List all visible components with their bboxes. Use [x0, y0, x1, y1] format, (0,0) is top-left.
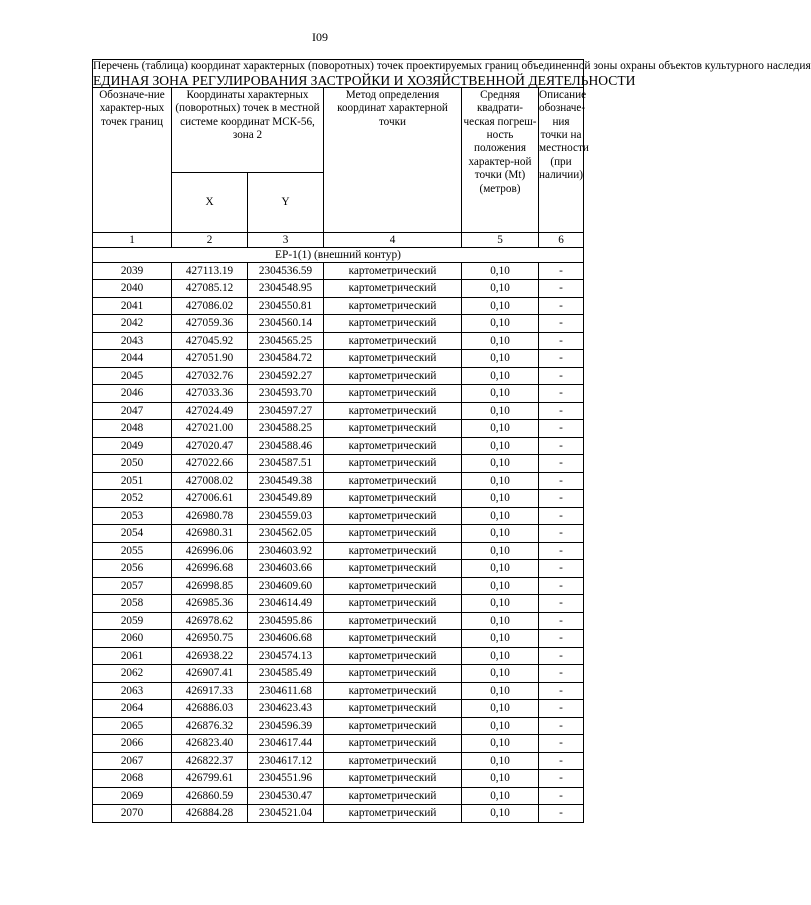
description-cell: -	[539, 717, 584, 735]
method-cell: картометрический	[324, 525, 462, 543]
y-coordinate-cell: 2304614.49	[248, 595, 324, 613]
x-coordinate-cell: 427021.00	[172, 420, 248, 438]
header-row	[93, 87, 584, 172]
x-coordinate-cell: 427006.61	[172, 490, 248, 508]
x-coordinate-cell: 427051.90	[172, 350, 248, 368]
table-row	[93, 262, 584, 280]
error-cell: 0,10	[462, 700, 539, 718]
description-cell: -	[539, 612, 584, 630]
y-coordinate-cell: 2304588.46	[248, 437, 324, 455]
y-coordinate-cell: 2304550.81	[248, 297, 324, 315]
y-coordinate-cell: 2304549.89	[248, 490, 324, 508]
table-row	[93, 665, 584, 683]
description-cell: -	[539, 262, 584, 280]
description-cell: -	[539, 297, 584, 315]
x-coordinate-cell: 426917.33	[172, 682, 248, 700]
method-cell: картометрический	[324, 437, 462, 455]
description-cell: -	[539, 332, 584, 350]
description-cell: -	[539, 770, 584, 788]
point-id-cell: 2051	[93, 472, 172, 490]
x-coordinate-cell: 426860.59	[172, 787, 248, 805]
method-cell: картометрический	[324, 595, 462, 613]
error-cell: 0,10	[462, 805, 539, 823]
description-cell: -	[539, 350, 584, 368]
method-cell: картометрический	[324, 385, 462, 403]
error-cell: 0,10	[462, 560, 539, 578]
section-title: ЕР-1(1) (внешний контур)	[93, 247, 584, 262]
header-method: Метод определения координат характерной точки	[324, 87, 462, 232]
x-coordinate-cell: 427024.49	[172, 402, 248, 420]
y-coordinate-cell: 2304617.44	[248, 735, 324, 753]
table-row	[93, 542, 584, 560]
method-cell: картометрический	[324, 367, 462, 385]
point-id-cell: 2064	[93, 700, 172, 718]
table-row	[93, 770, 584, 788]
point-id-cell: 2045	[93, 367, 172, 385]
table-row	[93, 332, 584, 350]
table-row	[93, 472, 584, 490]
title-row	[93, 60, 584, 88]
method-cell: картометрический	[324, 717, 462, 735]
table-row	[93, 350, 584, 368]
method-cell: картометрический	[324, 472, 462, 490]
point-id-cell: 2067	[93, 752, 172, 770]
y-coordinate-cell: 2304549.38	[248, 472, 324, 490]
method-cell: картометрический	[324, 612, 462, 630]
header-y: Y	[248, 172, 324, 232]
method-cell: картометрический	[324, 735, 462, 753]
y-coordinate-cell: 2304606.68	[248, 630, 324, 648]
method-cell: картометрический	[324, 805, 462, 823]
y-coordinate-cell: 2304551.96	[248, 770, 324, 788]
method-cell: картометрический	[324, 507, 462, 525]
description-cell: -	[539, 630, 584, 648]
method-cell: картометрический	[324, 542, 462, 560]
description-cell: -	[539, 647, 584, 665]
error-cell: 0,10	[462, 682, 539, 700]
y-coordinate-cell: 2304584.72	[248, 350, 324, 368]
y-coordinate-cell: 2304597.27	[248, 402, 324, 420]
x-coordinate-cell: 426980.31	[172, 525, 248, 543]
x-coordinate-cell: 426950.75	[172, 630, 248, 648]
coordinates-table	[92, 59, 811, 823]
header-x: X	[172, 172, 248, 232]
x-coordinate-cell: 426886.03	[172, 700, 248, 718]
point-id-cell: 2047	[93, 402, 172, 420]
description-cell: -	[539, 490, 584, 508]
point-id-cell: 2052	[93, 490, 172, 508]
method-cell: картометрический	[324, 752, 462, 770]
y-coordinate-cell: 2304623.43	[248, 700, 324, 718]
description-cell: -	[539, 700, 584, 718]
method-cell: картометрический	[324, 560, 462, 578]
description-cell: -	[539, 577, 584, 595]
description-cell: -	[539, 805, 584, 823]
error-cell: 0,10	[462, 315, 539, 333]
method-cell: картометрический	[324, 420, 462, 438]
table-row	[93, 717, 584, 735]
point-id-cell: 2063	[93, 682, 172, 700]
method-cell: картометрический	[324, 350, 462, 368]
error-cell: 0,10	[462, 525, 539, 543]
method-cell: картометрический	[324, 630, 462, 648]
y-coordinate-cell: 2304560.14	[248, 315, 324, 333]
point-id-cell: 2059	[93, 612, 172, 630]
point-id-cell: 2070	[93, 805, 172, 823]
y-coordinate-cell: 2304596.39	[248, 717, 324, 735]
error-cell: 0,10	[462, 577, 539, 595]
error-cell: 0,10	[462, 385, 539, 403]
description-cell: -	[539, 560, 584, 578]
error-cell: 0,10	[462, 717, 539, 735]
table-row	[93, 490, 584, 508]
table-row	[93, 402, 584, 420]
y-coordinate-cell: 2304603.92	[248, 542, 324, 560]
point-id-cell: 2069	[93, 787, 172, 805]
error-cell: 0,10	[462, 297, 539, 315]
point-id-cell: 2046	[93, 385, 172, 403]
description-cell: -	[539, 402, 584, 420]
method-cell: картометрический	[324, 577, 462, 595]
point-id-cell: 2048	[93, 420, 172, 438]
table-row	[93, 647, 584, 665]
table-row	[93, 682, 584, 700]
point-id-cell: 2042	[93, 315, 172, 333]
column-numbers-row	[93, 232, 584, 247]
error-cell: 0,10	[462, 770, 539, 788]
y-coordinate-cell: 2304617.12	[248, 752, 324, 770]
y-coordinate-cell: 2304611.68	[248, 682, 324, 700]
y-coordinate-cell: 2304593.70	[248, 385, 324, 403]
x-coordinate-cell: 426884.28	[172, 805, 248, 823]
y-coordinate-cell: 2304588.25	[248, 420, 324, 438]
x-coordinate-cell: 426996.06	[172, 542, 248, 560]
description-cell: -	[539, 280, 584, 298]
point-id-cell: 2050	[93, 455, 172, 473]
column-number: 1	[93, 232, 172, 247]
description-cell: -	[539, 595, 584, 613]
error-cell: 0,10	[462, 420, 539, 438]
point-id-cell: 2056	[93, 560, 172, 578]
method-cell: картометрический	[324, 332, 462, 350]
table-row	[93, 612, 584, 630]
table-title-line1: Перечень (таблица) координат характерных (поворотных) точек проектируемых границ объединенной зоны охраны объектов культурного наследия	[93, 60, 811, 72]
method-cell: картометрический	[324, 280, 462, 298]
y-coordinate-cell: 2304530.47	[248, 787, 324, 805]
description-cell: -	[539, 385, 584, 403]
table-row	[93, 315, 584, 333]
point-id-cell: 2044	[93, 350, 172, 368]
table-title-line2: ЕДИНАЯ ЗОНА РЕГУЛИРОВАНИЯ ЗАСТРОЙКИ И ХОЗЯЙСТВЕННОЙ ДЕЯТЕЛЬНОСТИ	[93, 72, 636, 88]
x-coordinate-cell: 426799.61	[172, 770, 248, 788]
error-cell: 0,10	[462, 437, 539, 455]
x-coordinate-cell: 427033.36	[172, 385, 248, 403]
error-cell: 0,10	[462, 752, 539, 770]
error-cell: 0,10	[462, 402, 539, 420]
error-cell: 0,10	[462, 490, 539, 508]
table-title	[93, 60, 811, 88]
y-coordinate-cell: 2304574.13	[248, 647, 324, 665]
description-cell: -	[539, 752, 584, 770]
column-number: 6	[539, 232, 584, 247]
error-cell: 0,10	[462, 367, 539, 385]
point-id-cell: 2039	[93, 262, 172, 280]
point-id-cell: 2049	[93, 437, 172, 455]
method-cell: картометрический	[324, 490, 462, 508]
x-coordinate-cell: 427086.02	[172, 297, 248, 315]
y-coordinate-cell: 2304521.04	[248, 805, 324, 823]
x-coordinate-cell: 427008.02	[172, 472, 248, 490]
description-cell: -	[539, 472, 584, 490]
table-body	[93, 60, 811, 823]
error-cell: 0,10	[462, 630, 539, 648]
table-row	[93, 735, 584, 753]
header-description: Описание обозначе-ния точки на местности (при наличии)	[539, 87, 584, 232]
x-coordinate-cell: 427045.92	[172, 332, 248, 350]
method-cell: картометрический	[324, 647, 462, 665]
table-row	[93, 437, 584, 455]
point-id-cell: 2068	[93, 770, 172, 788]
x-coordinate-cell: 427020.47	[172, 437, 248, 455]
column-number: 3	[248, 232, 324, 247]
x-coordinate-cell: 427085.12	[172, 280, 248, 298]
method-cell: картометрический	[324, 770, 462, 788]
page-number: I09	[312, 30, 328, 44]
point-id-cell: 2065	[93, 717, 172, 735]
y-coordinate-cell: 2304536.59	[248, 262, 324, 280]
method-cell: картометрический	[324, 682, 462, 700]
method-cell: картометрический	[324, 315, 462, 333]
error-cell: 0,10	[462, 595, 539, 613]
description-cell: -	[539, 420, 584, 438]
error-cell: 0,10	[462, 280, 539, 298]
header-point-designation: Обозначе-ние характер-ных точек границ	[93, 87, 172, 232]
error-cell: 0,10	[462, 332, 539, 350]
table-row	[93, 455, 584, 473]
error-cell: 0,10	[462, 262, 539, 280]
column-number: 4	[324, 232, 462, 247]
y-coordinate-cell: 2304592.27	[248, 367, 324, 385]
table-row	[93, 630, 584, 648]
table-row	[93, 385, 584, 403]
method-cell: картометрический	[324, 787, 462, 805]
table-row	[93, 420, 584, 438]
x-coordinate-cell: 426876.32	[172, 717, 248, 735]
y-coordinate-cell: 2304587.51	[248, 455, 324, 473]
table-row	[93, 752, 584, 770]
point-id-cell: 2061	[93, 647, 172, 665]
x-coordinate-cell: 426823.40	[172, 735, 248, 753]
table-row	[93, 805, 584, 823]
point-id-cell: 2062	[93, 665, 172, 683]
y-coordinate-cell: 2304548.95	[248, 280, 324, 298]
method-cell: картометрический	[324, 402, 462, 420]
table-row	[93, 787, 584, 805]
y-coordinate-cell: 2304603.66	[248, 560, 324, 578]
point-id-cell: 2041	[93, 297, 172, 315]
description-cell: -	[539, 542, 584, 560]
error-cell: 0,10	[462, 472, 539, 490]
y-coordinate-cell: 2304609.60	[248, 577, 324, 595]
description-cell: -	[539, 315, 584, 333]
error-cell: 0,10	[462, 350, 539, 368]
error-cell: 0,10	[462, 507, 539, 525]
header-coordinates: Координаты характерных (поворотных) точек в местной системе координат МСК-56, зона 2	[172, 87, 324, 172]
x-coordinate-cell: 427032.76	[172, 367, 248, 385]
x-coordinate-cell: 426978.62	[172, 612, 248, 630]
description-cell: -	[539, 665, 584, 683]
y-coordinate-cell: 2304565.25	[248, 332, 324, 350]
error-cell: 0,10	[462, 665, 539, 683]
method-cell: картометрический	[324, 297, 462, 315]
error-cell: 0,10	[462, 455, 539, 473]
x-coordinate-cell: 426985.36	[172, 595, 248, 613]
method-cell: картометрический	[324, 455, 462, 473]
description-cell: -	[539, 437, 584, 455]
point-id-cell: 2066	[93, 735, 172, 753]
point-id-cell: 2055	[93, 542, 172, 560]
description-cell: -	[539, 525, 584, 543]
y-coordinate-cell: 2304562.05	[248, 525, 324, 543]
point-id-cell: 2060	[93, 630, 172, 648]
method-cell: картометрический	[324, 262, 462, 280]
point-id-cell: 2057	[93, 577, 172, 595]
table-row	[93, 367, 584, 385]
description-cell: -	[539, 507, 584, 525]
table-row	[93, 507, 584, 525]
x-coordinate-cell: 426980.78	[172, 507, 248, 525]
y-coordinate-cell: 2304595.86	[248, 612, 324, 630]
table-row	[93, 560, 584, 578]
table-row	[93, 577, 584, 595]
description-cell: -	[539, 787, 584, 805]
y-coordinate-cell: 2304585.49	[248, 665, 324, 683]
section-row	[93, 247, 584, 262]
x-coordinate-cell: 427022.66	[172, 455, 248, 473]
y-coordinate-cell: 2304559.03	[248, 507, 324, 525]
description-cell: -	[539, 735, 584, 753]
error-cell: 0,10	[462, 647, 539, 665]
description-cell: -	[539, 682, 584, 700]
header-error: Средняя квадрати-ческая погреш-ность положения характер-ной точки (Mt) (метров)	[462, 87, 539, 232]
table-row	[93, 700, 584, 718]
point-id-cell: 2053	[93, 507, 172, 525]
point-id-cell: 2043	[93, 332, 172, 350]
x-coordinate-cell: 427059.36	[172, 315, 248, 333]
error-cell: 0,10	[462, 787, 539, 805]
method-cell: картометрический	[324, 665, 462, 683]
x-coordinate-cell: 426907.41	[172, 665, 248, 683]
description-cell: -	[539, 455, 584, 473]
error-cell: 0,10	[462, 542, 539, 560]
x-coordinate-cell: 427113.19	[172, 262, 248, 280]
method-cell: картометрический	[324, 700, 462, 718]
x-coordinate-cell: 426996.68	[172, 560, 248, 578]
description-cell: -	[539, 367, 584, 385]
table-row	[93, 525, 584, 543]
column-number: 5	[462, 232, 539, 247]
x-coordinate-cell: 426938.22	[172, 647, 248, 665]
x-coordinate-cell: 426822.37	[172, 752, 248, 770]
table-row	[93, 280, 584, 298]
point-id-cell: 2040	[93, 280, 172, 298]
point-id-cell: 2054	[93, 525, 172, 543]
error-cell: 0,10	[462, 612, 539, 630]
column-number: 2	[172, 232, 248, 247]
error-cell: 0,10	[462, 735, 539, 753]
point-id-cell: 2058	[93, 595, 172, 613]
x-coordinate-cell: 426998.85	[172, 577, 248, 595]
table-row	[93, 297, 584, 315]
table-row	[93, 595, 584, 613]
